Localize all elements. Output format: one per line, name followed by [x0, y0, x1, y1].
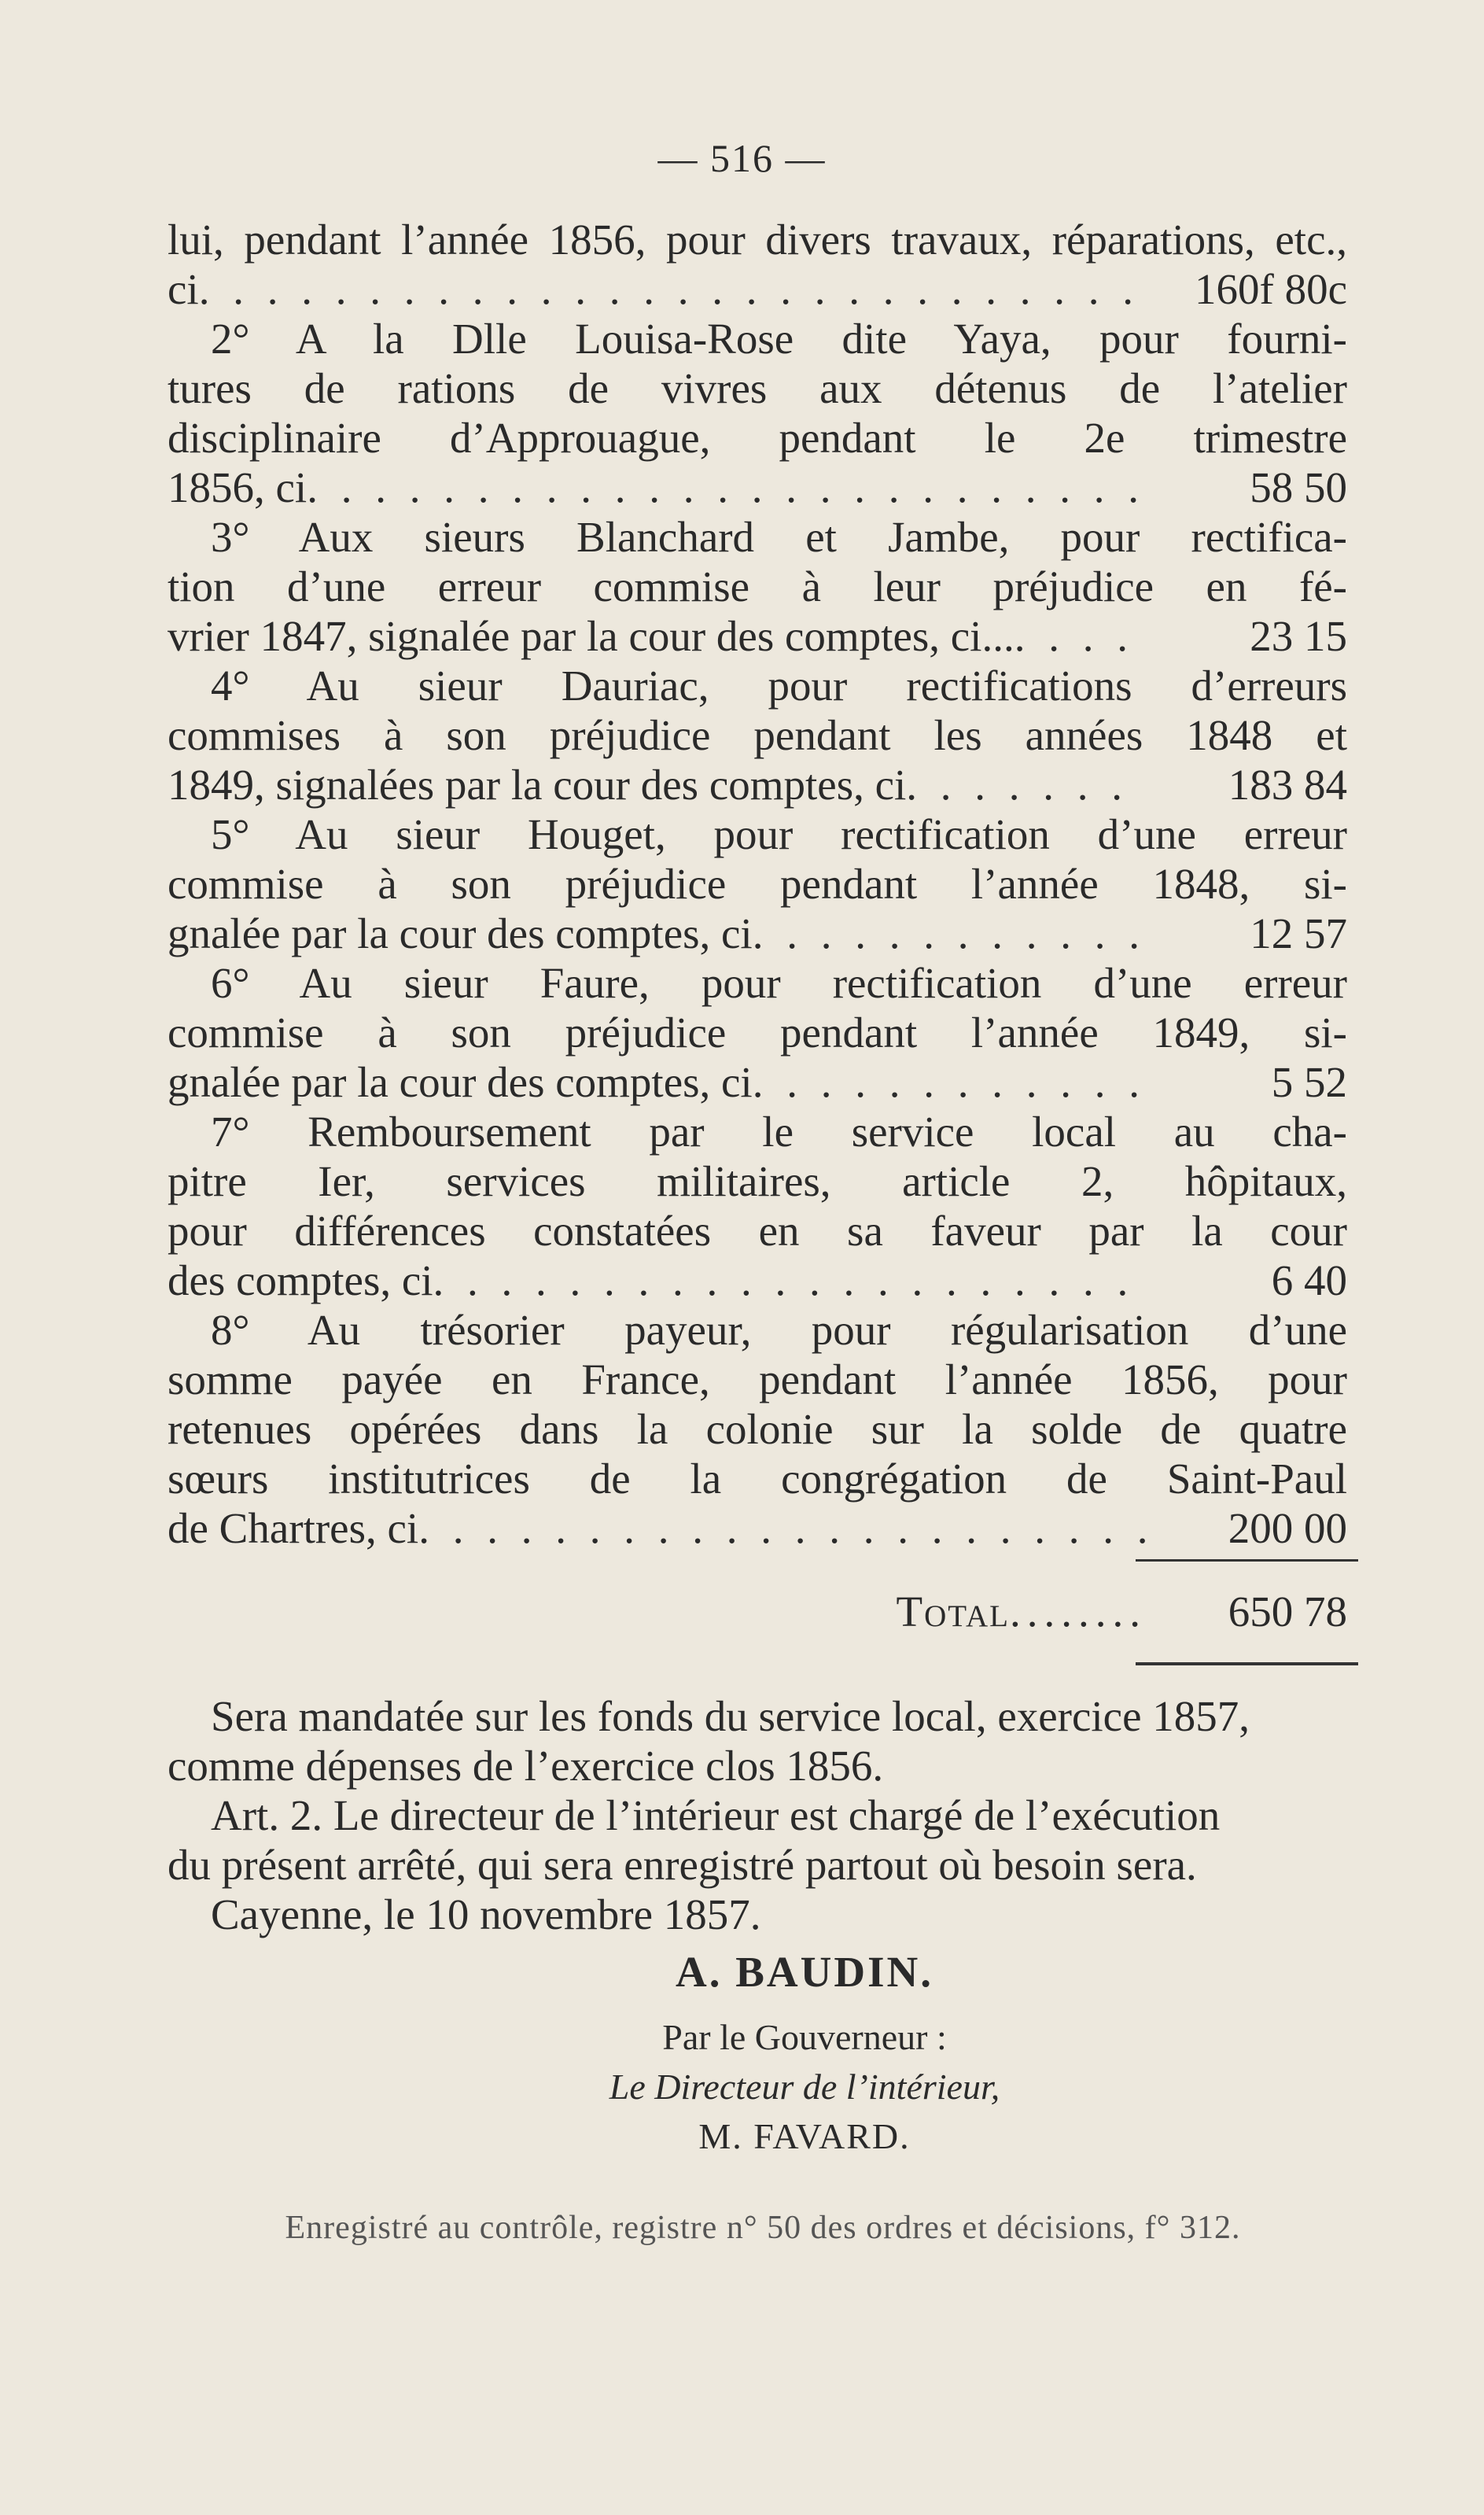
directeur-name: M. FAVARD.: [698, 2116, 911, 2156]
total-rule-bottom: [1136, 1662, 1358, 1665]
total-amount: 650 78: [1228, 1588, 1347, 1635]
entry-5-last-line: [168, 909, 1347, 958]
entry-5-amount: 12 57: [1250, 909, 1347, 957]
entry-2-text: 1856, ci: [168, 463, 307, 511]
total-line: [168, 1587, 1347, 1636]
entry-1-line: lui, pendant l’année 1856, pour divers travaux, réparations, etc.,: [168, 216, 1347, 264]
entry-7-line: 7° Remboursement par le service local au cha-: [211, 1108, 1347, 1156]
entry-5-line: commise à son préjudice pendant l’année 1848, si-: [168, 860, 1347, 908]
par-le-gouverneur: Par le Gouverneur :: [662, 2017, 947, 2057]
entry-4-line: commises à son préjudice pendant les années 1848 et: [168, 711, 1347, 759]
entry-1-text: ci: [168, 265, 199, 313]
entry-8-line: 8° Au trésorier payeur, pour régularisation d’une: [211, 1306, 1347, 1354]
entry-6-line: 6° Au sieur Faure, pour rectification d’une erreur: [211, 959, 1347, 1007]
entry-7-last-line: [168, 1256, 1347, 1305]
entry-4-line: 4° Au sieur Dauriac, pour rectifications d’erreurs: [211, 662, 1347, 710]
entry-6-last-line: [168, 1057, 1347, 1107]
entry-6-text: gnalée par la cour des comptes, ci: [168, 1058, 753, 1106]
entry-8-line: sœurs institutrices de la congrégation de Saint-Paul: [168, 1455, 1347, 1503]
entry-7-line: pour différences constatées en sa faveur par la cour: [168, 1207, 1347, 1255]
entries-list: [168, 215, 1347, 1553]
entry-8-amount: 200 00: [1228, 1504, 1347, 1552]
total-dots: ........: [1010, 1588, 1147, 1635]
entry-2-line: tures de rations de vivres aux détenus de l’atelier: [168, 364, 1347, 412]
leader-dots: [199, 264, 1147, 314]
closing-para2-line2: du présent arrêté, qui sera enregistré partout où besoin sera.: [168, 1841, 1197, 1889]
entry-7-amount: 6 40: [1271, 1256, 1347, 1304]
leader-dots: [753, 1057, 1147, 1107]
entry-2-amount: 58 50: [1250, 463, 1347, 511]
leader-dots: [906, 760, 1147, 809]
entry-5-text: gnalée par la cour des comptes, ci: [168, 909, 753, 957]
page-number: — 516 —: [657, 136, 827, 180]
registry-note: Enregistré au contrôle, registre n° 50 des ordres et décisions, f° 312.: [285, 2210, 1241, 2246]
entry-5-line: 5° Au sieur Houget, pour rectification d’une erreur: [211, 810, 1347, 858]
total-rule-top: [1136, 1559, 1358, 1562]
entry-8-last-line: [168, 1503, 1347, 1553]
date-line: Cayenne, le 10 novembre 1857.: [211, 1890, 761, 1938]
entry-7-text: des comptes, ci: [168, 1256, 433, 1304]
leader-dots: [418, 1503, 1147, 1553]
entry-2-line: 2° A la Dlle Louisa-Rose dite Yaya, pour fourni-: [211, 315, 1347, 363]
entry-2-line: disciplinaire d’Approuague, pendant le 2e trimestre: [168, 414, 1347, 462]
entry-3-last-line: [168, 611, 1347, 661]
entry-8-text: de Chartres, ci: [168, 1504, 419, 1552]
signature-baudin: A. BAUDIN.: [676, 1948, 933, 1996]
entry-3-line: tion d’une erreur commise à leur préjudice en fé-: [168, 562, 1347, 610]
entry-1-amount: 160f 80c: [1195, 265, 1347, 313]
entry-6-line: commise à son préjudice pendant l’année 1849, si-: [168, 1009, 1347, 1057]
entry-3-line: 3° Aux sieurs Blanchard et Jambe, pour rectifica-: [211, 513, 1347, 561]
entry-4-amount: 183 84: [1228, 761, 1347, 809]
closing-para1-line2: comme dépenses de l’exercice clos 1856.: [168, 1742, 884, 1790]
entry-3-amount: 23 15: [1250, 612, 1347, 660]
closing-para2-line1: Art. 2. Le directeur de l’intérieur est chargé de l’exécution: [211, 1791, 1221, 1839]
leader-dots: [433, 1256, 1147, 1305]
leader-dots: [1014, 611, 1147, 661]
closing-para1-line1: Sera mandatée sur les fonds du service local, exercice 1857,: [211, 1692, 1250, 1740]
entry-7-line: pitre Ier, services militaires, article 2, hôpitaux,: [168, 1157, 1347, 1205]
entry-4-text: 1849, signalées par la cour des comptes, ci: [168, 761, 907, 809]
closing-block: [168, 1691, 1347, 2161]
leader-dots: [307, 463, 1147, 512]
entry-8-line: somme payée en France, pendant l’année 1856, pour: [168, 1355, 1347, 1403]
directeur-title: Le Directeur de l’intérieur,: [609, 2067, 1000, 2107]
entry-3-text: vrier 1847, signalée par la cour des comptes, ci...: [168, 612, 1014, 660]
entry-1-last-line: [168, 264, 1347, 314]
leader-dots: [753, 909, 1147, 958]
entry-4-last-line: [168, 760, 1347, 809]
total-label: Total: [896, 1588, 1010, 1635]
entry-2-last-line: [168, 463, 1347, 512]
entry-8-line: retenues opérées dans la colonie sur la solde de quatre: [168, 1405, 1347, 1453]
entry-6-amount: 5 52: [1271, 1058, 1347, 1106]
